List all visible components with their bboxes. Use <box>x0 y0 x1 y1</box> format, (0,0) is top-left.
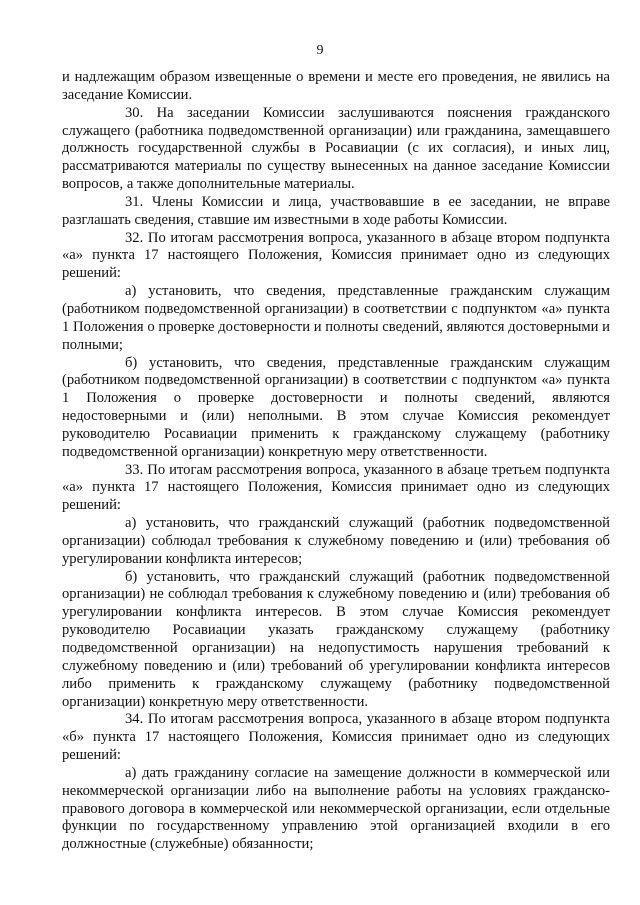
paragraph-continuation: и надлежащим образом извещенные о времени и месте его проведения, не явились на заседание Комиссии. <box>62 69 610 103</box>
page-number: 9 <box>316 43 324 58</box>
paragraph-item-32-b: б) установить, что сведения, представленные гражданским служащим (работником подведомственной организации) в соответствии с подпунктом «а» пункта 1 Положения о проверке достоверности и полноты сведений, являются недостоверными и (или) неполными. В этом случае Комиссия рекомендует руководителю Росавиации применить к гражданскому служащему (работнику подведомственной организации) конкретную меру ответственности. <box>62 354 610 460</box>
paragraph-item-33: 33. По итогам рассмотрения вопроса, указанного в абзаце третьем подпункта «а» пункта 17 настоящего Положения, Комиссия принимает одно из следующих решений: <box>62 461 610 514</box>
paragraph-item-33-a: а) установить, что гражданский служащий (работник подведомственной организации) соблюдал требования к служебному поведению и (или) требования об урегулировании конфликта интересов; <box>62 515 610 567</box>
paragraph-item-34: 34. По итогам рассмотрения вопроса, указанного в абзаце втором подпункта «б» пункта 17 настоящего Положения, Комиссия принимает одно из следующих решений: <box>62 711 610 764</box>
paragraph-item-32: 32. По итогам рассмотрения вопроса, указанного в абзаце втором подпункта «а» пункта 17 настоящего Положения, Комиссия принимает одно из следующих решений: <box>62 229 610 282</box>
paragraph-item-32-a: а) установить, что сведения, представленные гражданским служащим (работником подведомственной организации) в соответствии с подпунктом «а» пункта 1 Положения о проверке достоверности и полноты сведений, являются достоверными и полными; <box>62 283 610 353</box>
paragraph-item-34-a: а) дать гражданину согласие на замещение должности в коммерческой или некоммерческой организации либо на выполнение работы на условиях гражданско-правового договора в коммерческой или некоммерческой организации, если отдельные функции по государственному управлению этой организацией входили в его должностные (служебные) обязанности; <box>62 764 610 853</box>
paragraph-item-33-b: б) установить, что гражданский служащий (работник подведомственной организации) не соблюдал требования к служебному поведению и (или) требования об урегулировании конфликта интересов. В этом случае Комиссия рекомендует руководителю Росавиации указать гражданскому служащему (работнику подведомственной организации) на недопустимость нарушения требований к служебному поведению и (или) требований об урегулировании конфликта интересов либо применить к гражданскому служащему (работнику подведомственной организации) конкретную меру ответственности. <box>62 568 610 710</box>
paragraph-item-30: 30. На заседании Комиссии заслушиваются пояснения гражданского служащего (работника подведомственной организации) или гражданина, замещавшего должность государственной службы в Росавиации (с их согласия), и иных лиц, рассматриваются материалы по существу вынесенных на данное заседание Комиссии вопросов, а также дополнительные материалы. <box>62 104 610 193</box>
document-body <box>62 69 610 854</box>
paragraph-item-31: 31. Члены Комиссии и лица, участвовавшие в ее заседании, не вправе разглашать сведения, ставшие им известными в ходе работы Комиссии. <box>62 193 610 228</box>
